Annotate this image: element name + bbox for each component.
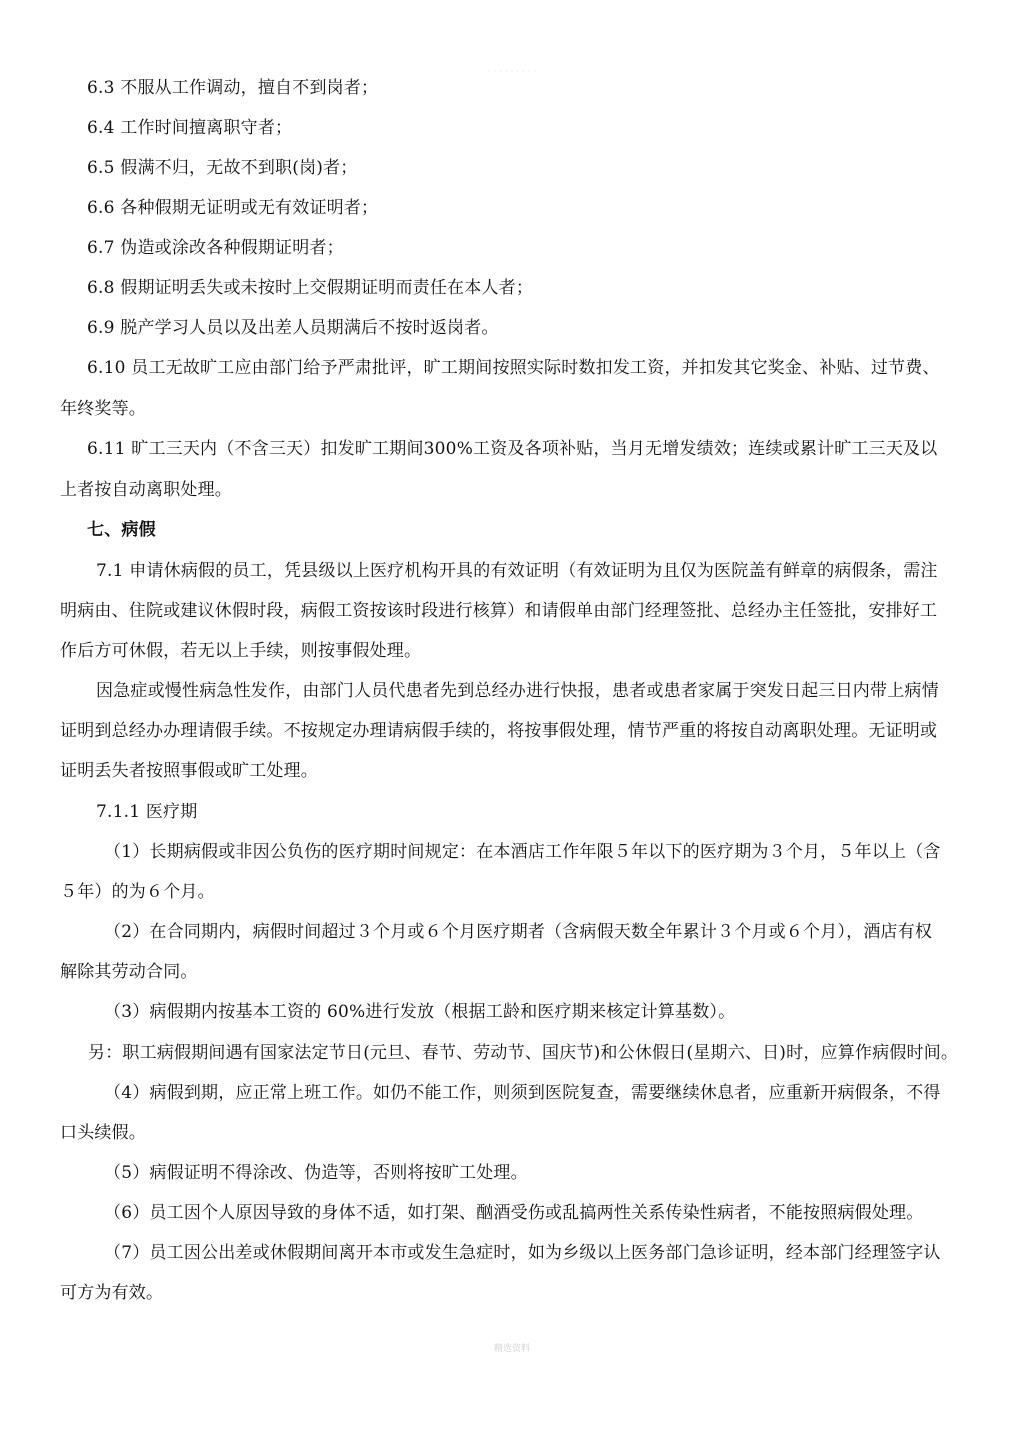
- item-7-line-1: （7）员工因公出差或休假期间离开本市或发生急症时，如为乡级以上医务部门急诊证明，经本部门经理签字认: [104, 1243, 941, 1263]
- header-watermark: · · · · · · · · ·: [487, 67, 537, 77]
- section-heading-sick-leave: 七、病假: [87, 520, 156, 540]
- item-2-line-2: 解除其劳动合同。: [60, 962, 198, 982]
- item-5: （5）病假证明不得涂改、伪造等，否则将按旷工处理。: [104, 1163, 528, 1183]
- item-7-line-2: 可方为有效。: [60, 1283, 164, 1303]
- holiday-note: 另：职工病假期间遇有国家法定节日(元旦、春节、劳动节、国庆节)和公休假日(星期六、日)时，应算作病假时间。: [88, 1043, 959, 1063]
- clause-6-3: 6.3 不服从工作调动，擅自不到岗者；: [87, 78, 379, 98]
- clause-6-6: 6.6 各种假期无证明或无有效证明者；: [87, 198, 379, 218]
- clause-6-11-line-2: 上者按自动离职处理。: [60, 480, 232, 500]
- item-4-line-2: 口头续假。: [60, 1123, 146, 1143]
- item-1-line-1: （1）长期病假或非因公负伤的医疗期时间规定：在本酒店工作年限５年以下的医疗期为３个月，５年以上（含: [104, 842, 941, 862]
- clause-6-8: 6.8 假期证明丢失或未按时上交假期证明而责任在本人者；: [87, 278, 534, 298]
- item-6: （6）员工因个人原因导致的身体不适，如打架、酗酒受伤或乱搞两性关系传染性病者，不能按照病假处理。: [104, 1203, 924, 1223]
- clause-6-7: 6.7 伪造或涂改各种假期证明者；: [87, 238, 344, 258]
- footer-watermark: 精选资料: [493, 1344, 530, 1354]
- item-3: （3）病假期内按基本工资的 60%进行发放（根据工龄和医疗期来核定计算基数）。: [104, 1002, 736, 1022]
- clause-6-9: 6.9 脱产学习人员以及出差人员期满后不按时返岗者。: [87, 318, 499, 338]
- clause-6-4: 6.4 工作时间擅离职守者；: [87, 118, 293, 138]
- clause-7-1-line-1: 7.1 申请休病假的员工，凭县级以上医疗机构开具的有效证明（有效证明为且仅为医院盖有鲜章的病假条，需注: [96, 561, 938, 581]
- emergency-paragraph-line-3: 证明丢失者按照事假或旷工处理。: [60, 761, 318, 781]
- clause-6-10-line-1: 6.10 员工无故旷工应由部门给予严肃批评，旷工期间按照实际时数扣发工资，并扣发其它奖金、补贴、过节费、: [87, 358, 940, 378]
- clause-7-1-line-3: 作后方可休假，若无以上手续，则按事假处理。: [60, 641, 422, 661]
- item-2-line-1: （2）在合同期内，病假时间超过３个月或６个月医疗期者（含病假天数全年累计３个月或６个月），酒店有权: [104, 922, 933, 942]
- clause-6-10-line-2: 年终奖等。: [60, 399, 146, 419]
- clause-6-11-line-1: 6.11 旷工三天内（不含三天）扣发旷工期间300%工资及各项补贴，当月无增发绩效；连续或累计旷工三天及以: [87, 439, 938, 459]
- item-1-line-2: ５年）的为６个月。: [60, 882, 215, 902]
- emergency-paragraph-line-2: 证明到总经办办理请假手续。不按规定办理请病假手续的，将按事假处理，情节严重的将按自动离职处理。无证明或: [60, 721, 938, 741]
- emergency-paragraph-line-1: 因急症或慢性病急性发作，由部门人员代患者先到总经办进行快报，患者或患者家属于突发日起三日内带上病情: [96, 681, 939, 701]
- subsection-medical-period: 7.1.1 医疗期: [96, 802, 198, 822]
- item-4-line-1: （4）病假到期，应正常上班工作。如仍不能工作，则须到医院复查，需要继续休息者，应重新开病假条，不得: [104, 1083, 941, 1103]
- clause-6-5: 6.5 假满不归，无故不到职(岗)者；: [87, 158, 358, 178]
- clause-7-1-line-2: 明病由、住院或建议休假时段，病假工资按该时段进行核算）和请假单由部门经理签批、总经办主任签批，安排好工: [60, 601, 938, 621]
